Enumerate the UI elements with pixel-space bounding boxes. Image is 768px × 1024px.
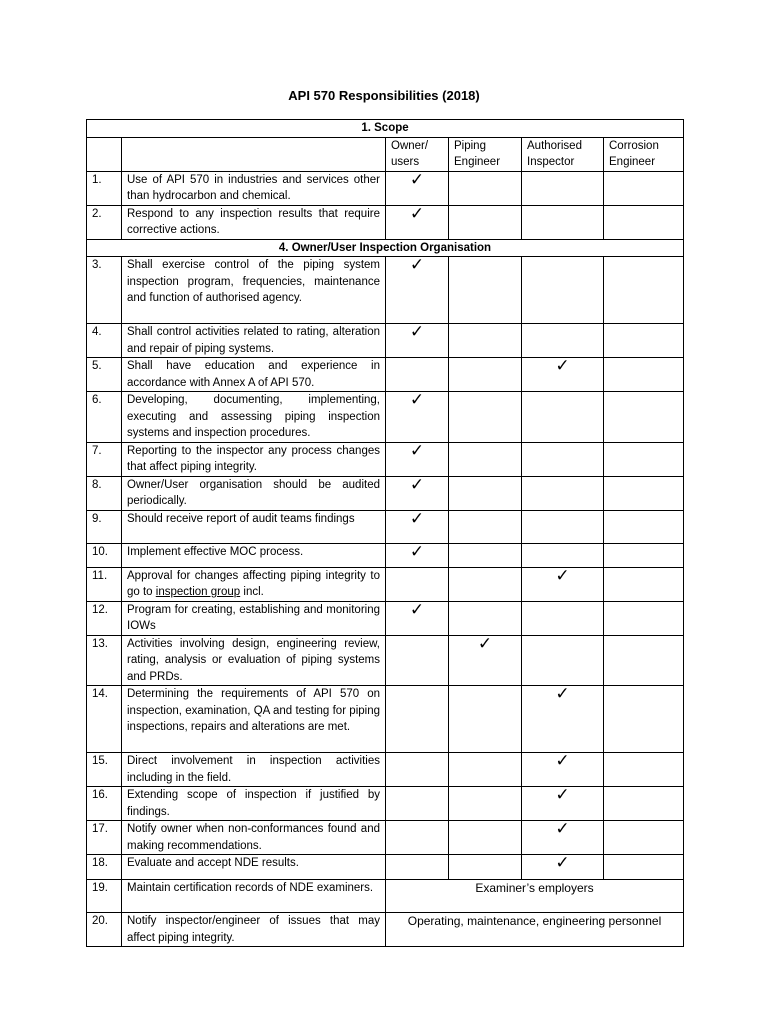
table-row — [87, 753, 684, 787]
checkmark-icon: ✓ — [555, 819, 570, 839]
row-number: 4. — [87, 324, 122, 358]
check-cell-corrosion — [604, 753, 684, 787]
check-cell-ai — [522, 324, 604, 358]
checkmark-icon: ✓ — [409, 508, 425, 529]
check-cell-owner — [386, 787, 449, 821]
row-number: 13. — [87, 635, 122, 686]
checkmark-icon: ✓ — [555, 785, 570, 805]
table-row — [87, 442, 684, 476]
check-cell-owner — [386, 753, 449, 787]
column-header-piping: Piping Engineer — [449, 137, 522, 171]
check-cell-ai — [522, 787, 604, 821]
check-cell-owner — [386, 543, 449, 567]
check-cell-piping — [449, 855, 522, 880]
check-cell-corrosion — [604, 442, 684, 476]
row-description: Notify owner when non-conformances found and making recommendations. — [122, 821, 386, 855]
row-description: Activities involving design, engineering review, rating, analysis or evaluation of piping systems and PRDs. — [122, 635, 386, 686]
check-cell-piping — [449, 510, 522, 543]
table-row — [87, 324, 684, 358]
table-row — [87, 686, 684, 753]
check-cell-owner — [386, 510, 449, 543]
responsible-party-cell: Operating, maintenance, engineering personnel — [386, 913, 684, 947]
section-scope-heading: 1. Scope — [87, 120, 684, 138]
check-cell-ai — [522, 205, 604, 239]
checkmark-icon: ✓ — [555, 751, 570, 771]
check-cell-corrosion — [604, 855, 684, 880]
checkmark-icon: ✓ — [409, 474, 425, 495]
column-header-row — [87, 137, 684, 171]
row-description: Should receive report of audit teams findings — [122, 510, 386, 543]
table-row — [87, 392, 684, 443]
row-description: Shall control activities related to rating, alteration and repair of piping systems. — [122, 324, 386, 358]
row-number: 17. — [87, 821, 122, 855]
check-cell-piping — [449, 543, 522, 567]
check-cell-corrosion — [604, 787, 684, 821]
row-description: Program for creating, establishing and monitoring IOWs — [122, 601, 386, 635]
check-cell-owner — [386, 855, 449, 880]
header-num-cell — [87, 137, 122, 171]
table-row — [87, 855, 684, 880]
checkmark-icon: ✓ — [555, 853, 570, 873]
table-row — [87, 635, 684, 686]
check-cell-owner — [386, 324, 449, 358]
check-cell-piping — [449, 821, 522, 855]
row-number: 9. — [87, 510, 122, 543]
check-cell-corrosion — [604, 324, 684, 358]
check-cell-corrosion — [604, 510, 684, 543]
check-cell-piping — [449, 392, 522, 443]
check-cell-corrosion — [604, 358, 684, 392]
header-desc-cell — [122, 137, 386, 171]
column-header-ai: Authorised Inspector — [522, 137, 604, 171]
check-cell-corrosion — [604, 257, 684, 324]
check-cell-ai — [522, 510, 604, 543]
check-cell-corrosion — [604, 601, 684, 635]
row-description: Shall exercise control of the piping system inspection program, frequencies, maintenance and function of authorised agency. — [122, 257, 386, 324]
checkmark-icon: ✓ — [555, 356, 570, 376]
row-description — [122, 567, 386, 601]
check-cell-piping — [449, 205, 522, 239]
row-description: Respond to any inspection results that require corrective actions. — [122, 205, 386, 239]
check-cell-ai — [522, 753, 604, 787]
row-description: Evaluate and accept NDE results. — [122, 855, 386, 880]
column-header-corrosion: Corrosion Engineer — [604, 137, 684, 171]
row-description: Reporting to the inspector any process changes that affect piping integrity. — [122, 442, 386, 476]
checkmark-icon: ✓ — [409, 255, 425, 275]
check-cell-ai — [522, 476, 604, 510]
row-number: 20. — [87, 913, 122, 947]
table-row — [87, 787, 684, 821]
section-owner-org-row — [87, 239, 684, 257]
checkmark-icon: ✓ — [409, 440, 425, 461]
check-cell-corrosion — [604, 821, 684, 855]
row-number: 11. — [87, 567, 122, 601]
check-cell-corrosion — [604, 171, 684, 205]
table-row — [87, 476, 684, 510]
checkmark-icon: ✓ — [409, 322, 425, 342]
table-row — [87, 543, 684, 567]
check-cell-corrosion — [604, 686, 684, 753]
table-row — [87, 358, 684, 392]
check-cell-corrosion — [604, 205, 684, 239]
checkmark-icon: ✓ — [409, 169, 425, 190]
row-number: 3. — [87, 257, 122, 324]
responsibilities-table — [86, 119, 684, 947]
row-description: Determining the requirements of API 570 on inspection, examination, QA and testing for piping inspections, repairs and alterations are met. — [122, 686, 386, 753]
check-cell-corrosion — [604, 543, 684, 567]
table-row — [87, 257, 684, 324]
checkmark-icon: ✓ — [409, 599, 425, 620]
section-owner-org-heading: 4. Owner/User Inspection Organisation — [87, 239, 684, 257]
row-number: 15. — [87, 753, 122, 787]
check-cell-ai — [522, 567, 604, 601]
checkmark-icon: ✓ — [555, 684, 570, 704]
check-cell-piping — [449, 171, 522, 205]
check-cell-ai — [522, 392, 604, 443]
row-number: 14. — [87, 686, 122, 753]
table-row — [87, 913, 684, 947]
row-description: Implement effective MOC process. — [122, 543, 386, 567]
check-cell-corrosion — [604, 635, 684, 686]
check-cell-owner — [386, 358, 449, 392]
row-description: Developing, documenting, implementing, executing and assessing piping inspection systems and inspection procedures. — [122, 392, 386, 443]
check-cell-owner — [386, 601, 449, 635]
row-number: 12. — [87, 601, 122, 635]
checkmark-icon: ✓ — [409, 203, 425, 224]
check-cell-owner — [386, 442, 449, 476]
check-cell-corrosion — [604, 476, 684, 510]
row-number: 19. — [87, 880, 122, 913]
check-cell-piping — [449, 753, 522, 787]
checkmark-icon: ✓ — [555, 565, 570, 586]
section-scope-row — [87, 120, 684, 138]
check-cell-piping — [449, 601, 522, 635]
check-cell-ai — [522, 358, 604, 392]
check-cell-ai — [522, 442, 604, 476]
row-number: 16. — [87, 787, 122, 821]
check-cell-piping — [449, 567, 522, 601]
check-cell-piping — [449, 257, 522, 324]
row-number: 18. — [87, 855, 122, 880]
check-cell-ai — [522, 171, 604, 205]
check-cell-ai — [522, 686, 604, 753]
check-cell-piping — [449, 442, 522, 476]
check-cell-piping — [449, 686, 522, 753]
check-cell-piping — [449, 358, 522, 392]
row-number: 6. — [87, 392, 122, 443]
table-row — [87, 601, 684, 635]
check-cell-piping — [449, 635, 522, 686]
document-title: API 570 Responsibilities (2018) — [288, 88, 480, 103]
check-cell-piping — [449, 476, 522, 510]
row-description: Direct involvement in inspection activities including in the field. — [122, 753, 386, 787]
row-number: 7. — [87, 442, 122, 476]
check-cell-owner — [386, 205, 449, 239]
description-text: incl. — [240, 586, 264, 598]
check-cell-owner — [386, 567, 449, 601]
check-cell-ai — [522, 543, 604, 567]
check-cell-ai — [522, 855, 604, 880]
check-cell-owner — [386, 821, 449, 855]
row-number: 2. — [87, 205, 122, 239]
table-row — [87, 205, 684, 239]
check-cell-piping — [449, 787, 522, 821]
table-row — [87, 510, 684, 543]
check-cell-owner — [386, 686, 449, 753]
check-cell-owner — [386, 476, 449, 510]
row-description: Extending scope of inspection if justified by findings. — [122, 787, 386, 821]
checkmark-icon: ✓ — [477, 633, 493, 654]
check-cell-owner — [386, 635, 449, 686]
checkmark-icon: ✓ — [409, 541, 425, 562]
check-cell-ai — [522, 601, 604, 635]
row-description: Notify inspector/engineer of issues that may affect piping integrity. — [122, 913, 386, 947]
check-cell-owner — [386, 257, 449, 324]
table-row — [87, 171, 684, 205]
table-row — [87, 567, 684, 601]
description-text: Approval for changes affecting piping integrity to go to — [127, 569, 380, 598]
row-description: Owner/User organisation should be audited periodically. — [122, 476, 386, 510]
underlined-text: inspection group — [155, 586, 241, 598]
row-number: 1. — [87, 171, 122, 205]
row-description: Use of API 570 in industries and services other than hydrocarbon and chemical. — [122, 171, 386, 205]
table-row — [87, 821, 684, 855]
check-cell-corrosion — [604, 567, 684, 601]
check-cell-ai — [522, 257, 604, 324]
check-cell-piping — [449, 324, 522, 358]
row-number: 8. — [87, 476, 122, 510]
check-cell-owner — [386, 171, 449, 205]
row-number: 5. — [87, 358, 122, 392]
responsible-party-cell: Examiner’s employers — [386, 880, 684, 913]
checkmark-icon: ✓ — [409, 390, 425, 410]
row-description: Shall have education and experience in accordance with Annex A of API 570. — [122, 358, 386, 392]
column-header-owner: Owner/ users — [386, 137, 449, 171]
check-cell-owner — [386, 392, 449, 443]
check-cell-ai — [522, 821, 604, 855]
row-description: Maintain certification records of NDE examiners. — [122, 880, 386, 913]
check-cell-ai — [522, 635, 604, 686]
check-cell-corrosion — [604, 392, 684, 443]
table-row — [87, 880, 684, 913]
row-number: 10. — [87, 543, 122, 567]
